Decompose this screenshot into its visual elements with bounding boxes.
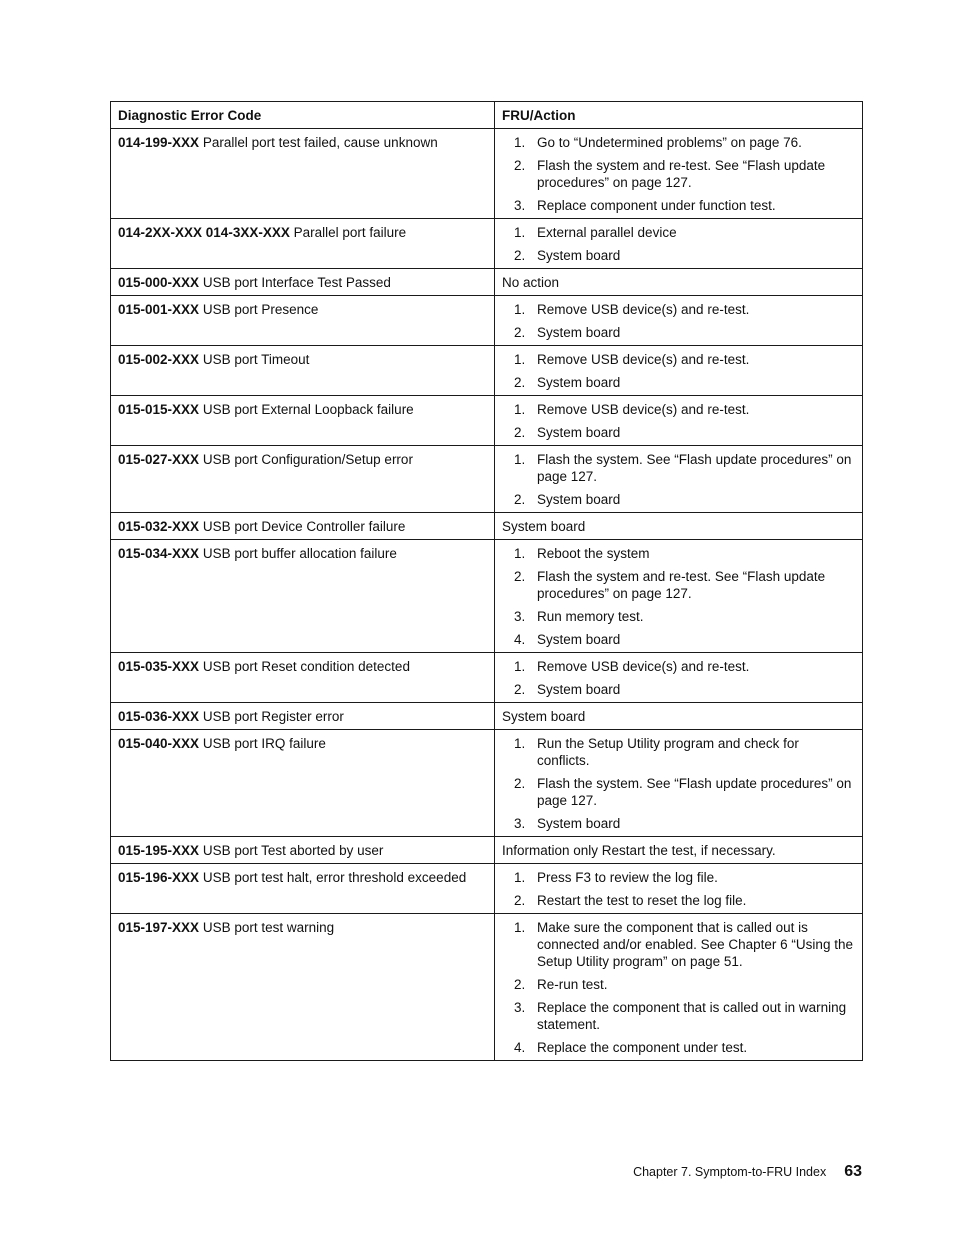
error-code-cell [111,346,495,396]
table-body [111,129,863,1061]
table-header-row [111,102,863,129]
action-text: System board [502,519,586,534]
error-code: 015-040-XXX [118,736,200,751]
fru-action-cell [495,540,863,653]
table-row [111,346,863,396]
error-code-cell [111,396,495,446]
table-row [111,513,863,540]
error-code-cell [111,269,495,296]
error-code: 015-035-XXX [118,659,200,674]
action-step: 4. Replace the component under test. [529,1039,855,1056]
table-row [111,730,863,837]
error-code: 015-036-XXX [118,709,200,724]
action-step: 2. System board [529,424,855,441]
action-step: 2. System board [529,324,855,341]
table-row [111,219,863,269]
action-text: System board [502,709,586,724]
action-step: 2. Re-run test. [529,976,855,993]
fru-action-cell [495,653,863,703]
action-step: 3. Replace the component that is called out in warning statement. [529,999,855,1033]
error-code-cell [111,296,495,346]
action-step: 2. Flash the system and re-test. See “Flash update procedures” on page 127. [529,157,855,191]
error-description: USB port Reset condition detected [202,659,410,674]
header-diagnostic-error-code: Diagnostic Error Code [111,102,495,129]
error-code: 014-2XX-XXX 014-3XX-XXX [118,225,290,240]
action-step: 2. System board [529,681,855,698]
error-description: USB port Register error [202,709,344,724]
error-code-cell [111,129,495,219]
action-steps-list [502,401,855,441]
error-description: Parallel port test failed, cause unknown [202,135,438,150]
action-text: Information only Restart the test, if necessary. [502,843,776,858]
diagnostic-error-table [110,101,863,1061]
action-step: 1. External parallel device [529,224,855,241]
error-code-cell [111,703,495,730]
action-step: 2. System board [529,491,855,508]
action-step: 1. Remove USB device(s) and re-test. [529,301,855,318]
fru-action-cell [495,446,863,513]
action-steps-list [502,919,855,1056]
fru-action-cell [495,837,863,864]
error-code: 015-034-XXX [118,546,200,561]
table-row [111,653,863,703]
action-step: 1. Remove USB device(s) and re-test. [529,401,855,418]
error-code: 015-195-XXX [118,843,200,858]
action-steps-list [502,735,855,832]
table-row [111,914,863,1061]
action-step: 3. Replace component under function test. [529,197,855,214]
error-code-cell [111,653,495,703]
fru-action-cell [495,914,863,1061]
action-steps-list [502,869,855,909]
error-code: 015-000-XXX [118,275,200,290]
page-number: 63 [844,1163,862,1180]
error-description: USB port Presence [202,302,319,317]
error-code: 014-199-XXX [118,135,200,150]
error-code-cell [111,446,495,513]
table-row [111,446,863,513]
action-steps-list [502,351,855,391]
action-step: 3. System board [529,815,855,832]
action-steps-list [502,545,855,648]
action-text: No action [502,275,560,290]
error-code: 015-002-XXX [118,352,200,367]
table-row [111,540,863,653]
error-description: USB port Configuration/Setup error [202,452,413,467]
error-code: 015-197-XXX [118,920,200,935]
error-code: 015-196-XXX [118,870,200,885]
page-footer [633,1163,862,1181]
action-step: 1. Reboot the system [529,545,855,562]
error-description: USB port Interface Test Passed [202,275,391,290]
action-step: 2. System board [529,374,855,391]
action-step: 1. Run the Setup Utility program and check for conflicts. [529,735,855,769]
action-steps-list [502,658,855,698]
error-description: USB port Test aborted by user [202,843,384,858]
action-steps-list [502,451,855,508]
table-row [111,269,863,296]
fru-action-cell [495,296,863,346]
error-description: USB port Device Controller failure [202,519,406,534]
fru-action-cell [495,513,863,540]
table-row [111,864,863,914]
error-description: Parallel port failure [293,225,407,240]
table-row [111,703,863,730]
action-steps-list [502,301,855,341]
action-step: 1. Make sure the component that is called out is connected and/or enabled. See Chapter 6 “Using the Setup Utility program” on page 51. [529,919,855,970]
error-code-cell [111,219,495,269]
error-code: 015-001-XXX [118,302,200,317]
error-description: USB port External Loopback failure [202,402,414,417]
action-step: 4. System board [529,631,855,648]
action-step: 2. Flash the system and re-test. See “Flash update procedures” on page 127. [529,568,855,602]
action-step: 1. Press F3 to review the log file. [529,869,855,886]
error-code-cell [111,864,495,914]
action-steps-list [502,224,855,264]
fru-action-cell [495,269,863,296]
action-step: 3. Run memory test. [529,608,855,625]
header-fru-action: FRU/Action [495,102,863,129]
error-code-cell [111,540,495,653]
action-step: 2. System board [529,247,855,264]
action-steps-list [502,134,855,214]
fru-action-cell [495,346,863,396]
fru-action-cell [495,703,863,730]
fru-action-cell [495,129,863,219]
error-description: USB port Timeout [202,352,310,367]
fru-action-cell [495,730,863,837]
error-code: 015-032-XXX [118,519,200,534]
table-row [111,837,863,864]
error-code-cell [111,837,495,864]
action-step: 1. Flash the system. See “Flash update procedures” on page 127. [529,451,855,485]
fru-action-cell [495,864,863,914]
error-code: 015-027-XXX [118,452,200,467]
error-description: USB port IRQ failure [202,736,326,751]
error-code-cell [111,513,495,540]
error-description: USB port test warning [202,920,335,935]
fru-action-cell [495,396,863,446]
table-row [111,296,863,346]
table-row [111,129,863,219]
table-row [111,396,863,446]
action-step: 1. Go to “Undetermined problems” on page 76. [529,134,855,151]
error-code-cell [111,914,495,1061]
action-step: 1. Remove USB device(s) and re-test. [529,658,855,675]
footer-chapter-title: Chapter 7. Symptom-to-FRU Index [633,1165,827,1179]
action-step: 2. Restart the test to reset the log file. [529,892,855,909]
error-description: USB port test halt, error threshold exceeded [202,870,467,885]
error-code-cell [111,730,495,837]
action-step: 2. Flash the system. See “Flash update procedures” on page 127. [529,775,855,809]
action-step: 1. Remove USB device(s) and re-test. [529,351,855,368]
error-description: USB port buffer allocation failure [202,546,397,561]
error-code: 015-015-XXX [118,402,200,417]
fru-action-cell [495,219,863,269]
